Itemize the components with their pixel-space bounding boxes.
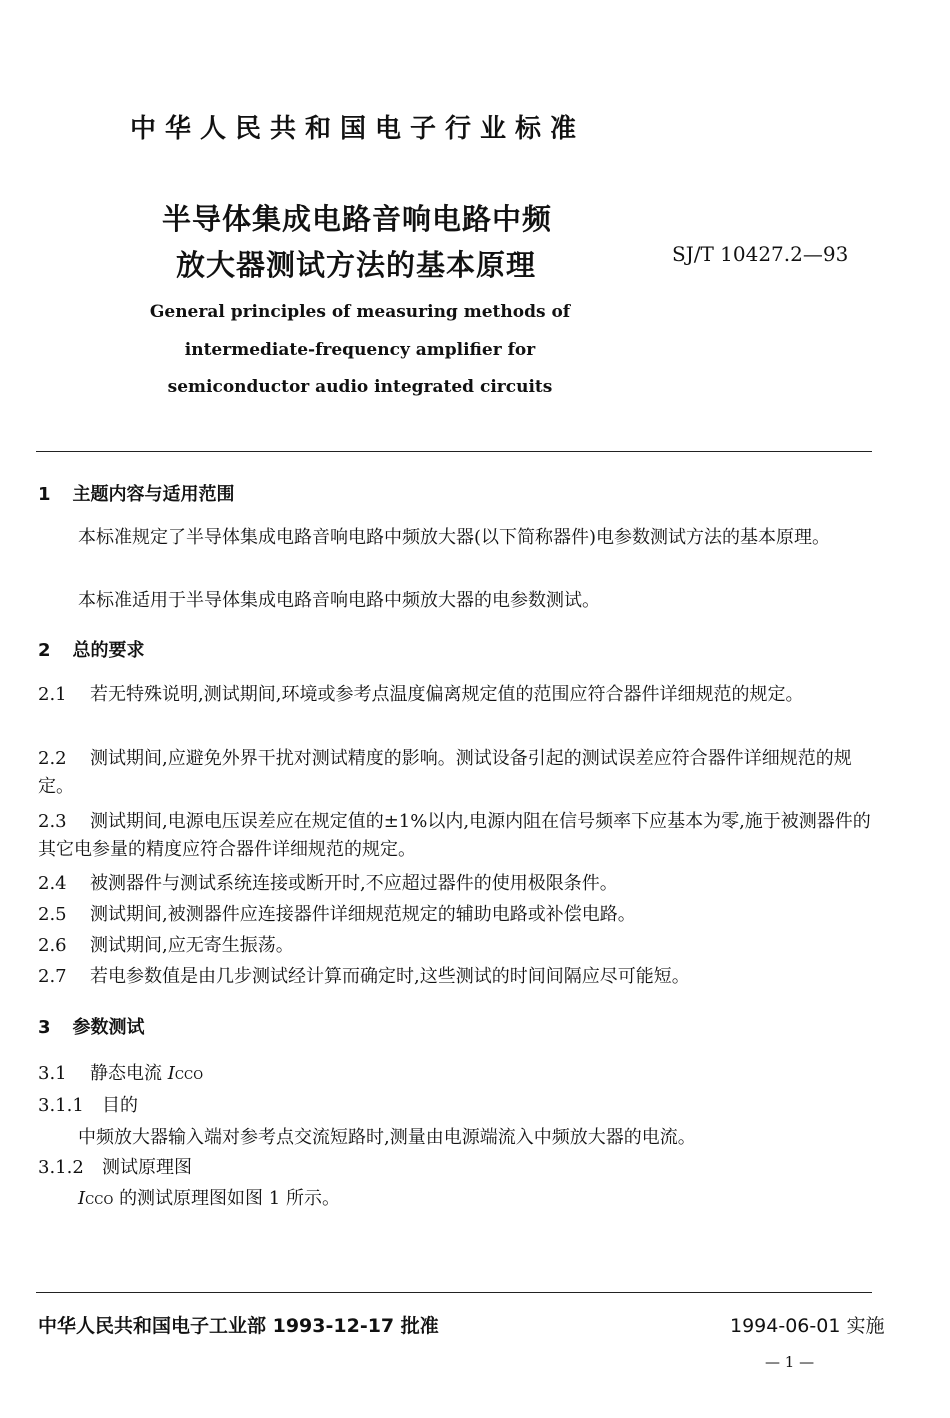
title-en-line3: semiconductor audio integrated circuits [167,377,553,397]
item-number: 2.2 [38,748,67,769]
item-text: 若电参数值是由几步测试经计算而确定时,这些测试的时间间隔应尽可能短。 [90,966,690,987]
section2-item [38,681,874,709]
title-cn-line2: 放大器测试方法的基本原理 [176,248,537,282]
item-number: 2.7 [38,966,67,987]
item-number: 2.1 [38,684,67,705]
title-cn-line1: 半导体集成电路音响电路中频 [162,202,553,236]
section2-item [38,808,874,864]
section3-1-number: 3.1 [38,1063,67,1084]
section2-number: 2 [38,640,51,661]
item-text: 被测器件与测试系统连接或断开时,不应超过器件的使用极限条件。 [90,873,618,894]
section3-1-heading [38,1060,874,1089]
section3-title: 参数测试 [72,1017,145,1038]
item-number: 2.3 [38,811,67,832]
section3-1-1-title: 目的 [102,1095,138,1116]
footer-divider [36,1292,872,1293]
section1-heading [38,480,235,506]
standard-type-heading: 中华人民共和国电子行业标准 [130,114,586,144]
item-text: 测试期间,应避免外界干扰对测试精度的影响。测试设备引起的测试误差应符合器件详细规范的规定。 [38,748,852,797]
symbol-subscript: CCO [174,1068,204,1082]
page-number: — 1 — [765,1353,815,1371]
section3-1-2-title: 测试原理图 [102,1157,192,1178]
title-en-line1: General principles of measuring methods of [149,302,571,322]
section1-number: 1 [38,484,51,505]
symbol-i: I [78,1188,86,1209]
section3-1-title: 静态电流 [90,1063,162,1084]
standard-code: SJ/T 10427.2—93 [672,242,849,266]
section2-item [38,870,874,898]
section3-1-2-heading [38,1154,874,1182]
section2-item [38,745,874,801]
section1-para2: 本标准适用于半导体集成电路音响电路中频放大器的电参数测试。 [78,590,600,611]
item-text: 测试期间,应无寄生振荡。 [90,935,294,956]
section3-1-1-text: 中频放大器输入端对参考点交流短路时,测量由电源端流入中频放大器的电流。 [78,1127,696,1148]
symbol-subscript: CCO [85,1193,114,1207]
symbol-i: I [167,1063,175,1084]
section3-1-1-number: 3.1.1 [38,1095,84,1116]
section2-title: 总的要求 [72,640,145,661]
section2-item [38,932,874,960]
item-number: 2.6 [38,935,67,956]
title-en-line2: intermediate-frequency amplifier for [184,340,536,360]
section2-heading [38,636,145,662]
section2-item [38,901,874,929]
section1-title: 主题内容与适用范围 [72,484,235,505]
section3-1-2-number: 3.1.2 [38,1157,84,1178]
approval-line: 中华人民共和国电子工业部 1993-12-17 批准 [38,1315,439,1337]
effective-date: 1994-06-01 实施 [730,1315,885,1337]
section3-heading [38,1013,145,1039]
section1-para1: 本标准规定了半导体集成电路音响电路中频放大器(以下简称器件)电参数测试方法的基本原理。 [78,527,831,548]
section3-1-2-text-line [38,1185,874,1214]
item-text: 若无特殊说明,测试期间,环境或参考点温度偏离规定值的范围应符合器件详细规范的规定。 [90,684,804,705]
header-divider [36,451,872,452]
section2-item [38,963,874,991]
item-text: 测试期间,电源电压误差应在规定值的±1%以内,电源内阻在信号频率下应基本为零,施于被测器件的其它电参量的精度应符合器件详细规范的规定。 [38,811,871,860]
section3-number: 3 [38,1017,51,1038]
section3-1-2-text: 的测试原理图如图 1 所示。 [119,1188,340,1209]
item-number: 2.4 [38,873,67,894]
item-text: 测试期间,被测器件应连接器件详细规范规定的辅助电路或补偿电路。 [90,904,636,925]
section3-1-1-heading [38,1092,874,1120]
item-number: 2.5 [38,904,67,925]
